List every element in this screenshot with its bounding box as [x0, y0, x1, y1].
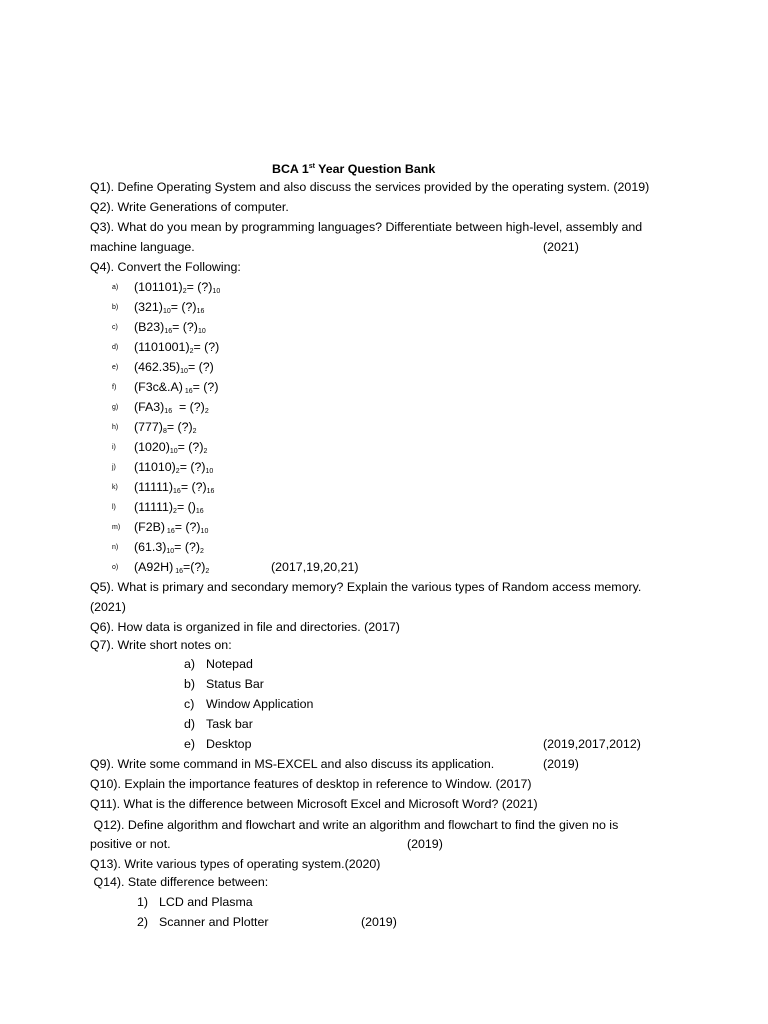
question-12-line-2: positive or not. — [90, 837, 171, 851]
short-note-item — [184, 736, 251, 752]
short-note-item — [184, 676, 264, 692]
conversion-marker: m) — [112, 524, 121, 531]
conversion-marker: e) — [112, 364, 119, 371]
conversion-marker: n) — [112, 544, 119, 551]
short-note-marker: e) — [184, 737, 196, 751]
question-12-line-1: Q12). Define algorithm and flowchart and write an algorithm and flowchart to find the given no is — [90, 818, 619, 832]
question-3-year: (2021) — [543, 240, 579, 254]
conversion-expression: $(1020)_{10}=$ $(?)_2$ — [134, 440, 208, 455]
conversion-marker: j) — [112, 464, 116, 471]
question-6: Q6). How data is organized in file and directories. (2017) — [90, 620, 400, 634]
difference-item — [137, 894, 253, 910]
conversion-expression: (A92H) $_{16}=(?)_2$ — [134, 560, 210, 575]
conversion-marker: b) — [112, 304, 119, 311]
conversion-expression: $(777)_8=$ $(?)_2$ — [134, 420, 197, 435]
conversion-item — [112, 279, 220, 300]
conversion-expression: $(321)_{10}=$ $(?)_{16}$ — [134, 300, 205, 315]
conversion-marker: a) — [112, 284, 119, 291]
conversion-expression: $(11111)_{16}=$ $(?)_{16}$ — [134, 480, 215, 495]
question-4: Q4). Convert the Following: — [90, 260, 241, 274]
conversion-item — [112, 559, 209, 580]
conversion-item — [112, 539, 204, 560]
question-9: Q9). Write some command in MS-EXCEL and also discuss its application. — [90, 757, 495, 771]
page-title: BCA 1st Year Question Bank — [272, 162, 436, 176]
conversion-expression: $(B23)_{16}=$ $(?)_{10}$ — [134, 320, 206, 335]
conversion-marker: i) — [112, 444, 116, 451]
conversion-expression: $(101101)_2=$ $(?)_{10}$ — [134, 280, 221, 295]
question-10: Q10). Explain the importance features of desktop in reference to Window. (2017) — [90, 777, 532, 791]
short-note-item — [184, 716, 253, 732]
short-note-text: Notepad — [206, 657, 253, 671]
question-9-year: (2019) — [543, 757, 579, 771]
conversion-expression: (F3c&.A) $_{16}$= (?) — [134, 380, 219, 395]
difference-text: Scanner and Plotter — [159, 915, 269, 929]
question-4-year: (2017,19,20,21) — [271, 560, 359, 574]
conversion-item — [112, 359, 214, 380]
difference-item — [137, 914, 269, 930]
short-note-item — [184, 656, 253, 672]
conversion-item — [112, 479, 214, 500]
conversion-expression: $(61.3)_{10}=$ $(?)_2$ — [134, 540, 204, 555]
conversion-item — [112, 399, 209, 420]
question-2: Q2). Write Generations of computer. — [90, 200, 289, 214]
short-note-marker: a) — [184, 657, 196, 671]
short-note-marker: d) — [184, 717, 196, 731]
conversion-marker: d) — [112, 344, 119, 351]
conversion-item — [112, 519, 208, 540]
question-7: Q7). Write short notes on: — [90, 638, 232, 652]
short-note-text: Task bar — [206, 717, 253, 731]
question-3-line-1: Q3). What do you mean by programming languages? Differentiate between high-level, assembly and — [90, 220, 643, 234]
conversion-marker: g) — [112, 404, 119, 411]
conversion-expression: $(462.35)_{10}=$ (?) — [134, 360, 214, 375]
conversion-expression: $(FA3)_{16}$ = $(?)_2$ — [134, 400, 209, 415]
short-note-text: Status Bar — [206, 677, 264, 691]
question-14-year: (2019) — [361, 915, 397, 929]
short-note-text: Desktop — [206, 737, 252, 751]
conversion-expression: $(11010)_2=$ $(?)_{10}$ — [134, 460, 214, 475]
question-5-line-1: Q5). What is primary and secondary memory? Explain the various types of Random access memory. — [90, 580, 642, 594]
conversion-item — [112, 439, 207, 460]
conversion-item — [112, 499, 204, 520]
conversion-marker: l) — [112, 504, 116, 511]
short-note-marker: c) — [184, 697, 195, 711]
short-note-marker: b) — [184, 677, 196, 691]
difference-marker: 1) — [137, 895, 149, 909]
conversion-item — [112, 339, 219, 360]
conversion-marker: f) — [112, 384, 117, 391]
conversion-expression: $(1101001)_2=$ (?) — [134, 340, 220, 355]
conversion-marker: k) — [112, 484, 118, 491]
conversion-expression: (F2B) $_{16}= (?)_{10}$ — [134, 520, 209, 535]
conversion-item — [112, 419, 197, 440]
conversion-item — [112, 319, 206, 340]
question-11: Q11). What is the difference between Microsoft Excel and Microsoft Word? (2021) — [90, 797, 538, 811]
short-note-item — [184, 696, 313, 712]
conversion-expression: $(11111)_2= ()_{16}$ — [134, 500, 204, 515]
question-5-line-2: (2021) — [90, 600, 126, 614]
conversion-item — [112, 379, 218, 400]
conversion-marker: c) — [112, 324, 118, 331]
conversion-marker: h) — [112, 424, 119, 431]
question-14: Q14). State difference between: — [90, 875, 269, 889]
conversion-item — [112, 459, 213, 480]
question-1: Q1). Define Operating System and also discuss the services provided by the operating system. (2019) — [90, 180, 650, 194]
short-note-text: Window Application — [206, 697, 314, 711]
question-7-year: (2019,2017,2012) — [543, 737, 641, 751]
question-3-line-2: machine language. — [90, 240, 195, 254]
conversion-marker: o) — [112, 564, 119, 571]
question-12-year: (2019) — [407, 837, 443, 851]
question-13: Q13). Write various types of operating system.(2020) — [90, 857, 381, 871]
difference-text: LCD and Plasma — [159, 895, 253, 909]
conversion-item — [112, 299, 204, 320]
difference-marker: 2) — [137, 915, 149, 929]
